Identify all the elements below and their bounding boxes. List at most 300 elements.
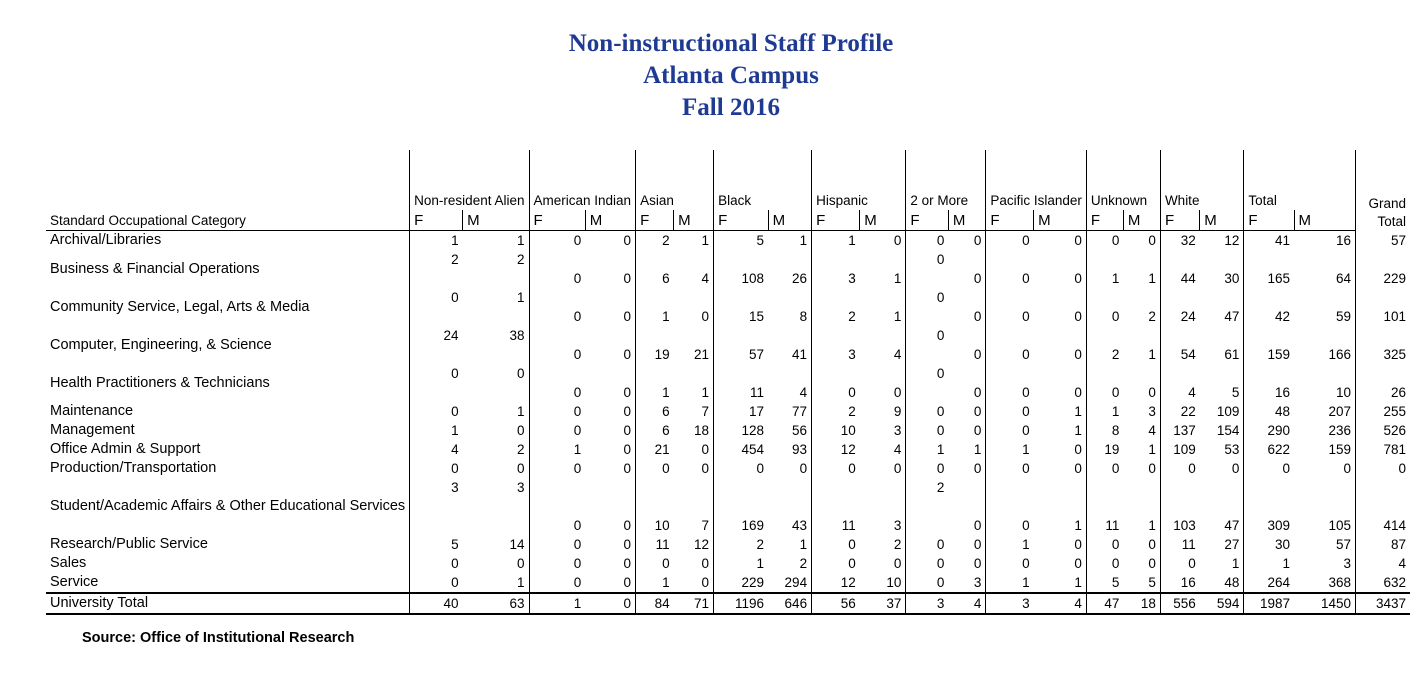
row-value: 0 <box>1160 554 1199 573</box>
row-value: 0 <box>1074 271 1082 286</box>
row-value: 5 <box>1148 575 1156 590</box>
row-value: 1 <box>701 385 710 400</box>
row-value: 622 <box>1244 440 1294 459</box>
row-value: 169 <box>714 478 769 535</box>
row-value: 1 <box>516 233 525 248</box>
row-value: 0 <box>1148 233 1156 248</box>
row-value: 2 <box>906 478 949 535</box>
row-category: Community Service, Legal, Arts & Media <box>50 298 310 315</box>
row-value: 77 <box>792 404 808 419</box>
row-value: 0 <box>1148 385 1156 400</box>
row-value: 7 <box>701 404 710 419</box>
header-f: F <box>1086 210 1123 231</box>
row-category: Research/Public Service <box>50 536 208 552</box>
row-value: 3 <box>893 423 902 438</box>
row-category: Maintenance <box>50 403 134 419</box>
row-value: 0 <box>623 309 632 324</box>
row-value: 6 <box>636 421 674 440</box>
row-value: 0 <box>906 250 949 288</box>
row-value: 0 <box>623 423 632 438</box>
header-group: Total <box>1244 150 1356 210</box>
row-value: 0 <box>701 442 710 457</box>
row-grand-total: 229 <box>1356 250 1410 288</box>
row-value: 93 <box>792 442 808 457</box>
row-value: 105 <box>1328 518 1352 533</box>
row-grand-total: 526 <box>1356 421 1410 440</box>
row-value: 0 <box>623 461 632 476</box>
row-value: 264 <box>1244 573 1294 593</box>
row-value: 0 <box>1086 288 1123 326</box>
row-value: 0 <box>1074 556 1082 571</box>
row-value: 10 <box>812 421 860 440</box>
row-value: 0 <box>410 573 463 593</box>
row-value: 0 <box>906 554 949 573</box>
row-value: 109 <box>1160 440 1199 459</box>
header-m: M <box>1123 210 1160 231</box>
table-row <box>46 421 1410 440</box>
row-value: 5 <box>1086 573 1123 593</box>
row-value: 2 <box>893 537 902 552</box>
row-value: 0 <box>1074 442 1082 457</box>
row-value: 0 <box>986 402 1034 421</box>
row-value: 0 <box>906 573 949 593</box>
row-value: 5 <box>410 535 463 554</box>
row-grand-total: 414 <box>1356 478 1410 535</box>
row-value: 0 <box>1086 535 1123 554</box>
row-value: 0 <box>529 421 585 440</box>
source-note: Source: Office of Institutional Research <box>82 630 355 646</box>
row-value: 0 <box>636 459 674 478</box>
row-value: 0 <box>701 575 710 590</box>
row-value: 47 <box>1224 518 1240 533</box>
row-value: 0 <box>623 556 632 571</box>
row-value: 0 <box>529 535 585 554</box>
row-value: 0 <box>973 309 982 324</box>
row-value: 14 <box>509 537 525 552</box>
table-row <box>46 288 1410 326</box>
table-row <box>46 459 1410 478</box>
row-grand-total: 101 <box>1356 288 1410 326</box>
row-value: 0 <box>529 459 585 478</box>
total-value: 40 <box>410 593 463 614</box>
row-value: 1 <box>1074 404 1082 419</box>
row-value: 0 <box>906 402 949 421</box>
row-value: 0 <box>986 478 1034 535</box>
total-value: 63 <box>463 593 529 614</box>
title-line-2: Atlanta Campus <box>643 62 819 89</box>
row-value: 54 <box>1160 326 1199 364</box>
total-value: 47 <box>1086 593 1123 614</box>
row-value: 1 <box>1148 518 1156 533</box>
row-value: 0 <box>986 364 1034 402</box>
row-value: 12 <box>694 537 710 552</box>
row-value: 0 <box>623 442 632 457</box>
row-value: 0 <box>516 366 525 381</box>
row-value: 0 <box>636 554 674 573</box>
row-value: 0 <box>1160 459 1199 478</box>
row-value: 3 <box>812 326 860 364</box>
table-body <box>46 231 1410 615</box>
row-value: 0 <box>1244 459 1294 478</box>
total-value: 56 <box>812 593 860 614</box>
row-value: 0 <box>529 326 585 364</box>
row-grand-total: 632 <box>1356 573 1410 593</box>
row-value: 11 <box>636 535 674 554</box>
row-value: 16 <box>1335 233 1352 248</box>
row-value: 1 <box>893 271 902 286</box>
row-value: 0 <box>1148 461 1156 476</box>
row-category: Sales <box>50 555 87 571</box>
row-value: 0 <box>529 288 585 326</box>
table-row <box>46 573 1410 593</box>
header-group: 2 or More <box>906 150 986 210</box>
row-value: 1 <box>799 537 808 552</box>
row-value: 109 <box>1216 404 1240 419</box>
row-value: 1 <box>410 231 463 251</box>
row-value: 1 <box>799 233 808 248</box>
row-category: Archival/Libraries <box>50 232 162 248</box>
row-value: 368 <box>1328 575 1352 590</box>
row-value: 103 <box>1160 478 1199 535</box>
total-value: 1450 <box>1294 593 1355 614</box>
row-value: 0 <box>714 459 769 478</box>
row-value: 0 <box>973 537 982 552</box>
row-value: 165 <box>1244 250 1294 288</box>
row-value: 1 <box>973 442 982 457</box>
row-value: 17 <box>714 402 769 421</box>
row-value: 11 <box>1086 478 1123 535</box>
total-value: 594 <box>1200 593 1244 614</box>
row-value: 47 <box>1224 309 1240 324</box>
header-group: White <box>1160 150 1243 210</box>
table-row <box>46 478 1410 535</box>
table-row <box>46 364 1410 402</box>
row-value: 1 <box>1086 402 1123 421</box>
row-value: 24 <box>410 326 463 364</box>
row-value: 0 <box>623 404 632 419</box>
header-group: Hispanic <box>812 150 906 210</box>
row-value: 0 <box>623 537 632 552</box>
row-value: 128 <box>714 421 769 440</box>
row-value: 2 <box>516 252 525 267</box>
row-value: 3 <box>1343 556 1352 571</box>
total-value: 4 <box>948 593 985 614</box>
row-value: 2 <box>812 288 860 326</box>
row-value: 0 <box>812 459 860 478</box>
row-value: 41 <box>792 347 808 362</box>
row-value: 56 <box>792 423 808 438</box>
row-value: 64 <box>1335 271 1352 286</box>
row-value: 0 <box>1086 364 1123 402</box>
total-value: 18 <box>1123 593 1160 614</box>
row-grand-total: 87 <box>1356 535 1410 554</box>
row-grand-total: 325 <box>1356 326 1410 364</box>
total-value: 37 <box>860 593 906 614</box>
row-value: 309 <box>1244 478 1294 535</box>
row-value: 0 <box>516 461 525 476</box>
row-value: 0 <box>986 288 1034 326</box>
total-value: 71 <box>674 593 714 614</box>
row-value: 0 <box>906 231 949 251</box>
table-row <box>46 402 1410 421</box>
row-value: 0 <box>410 288 463 326</box>
row-value: 4 <box>1160 364 1199 402</box>
row-value: 159 <box>1328 442 1352 457</box>
row-value: 0 <box>701 461 710 476</box>
header-f: F <box>529 210 585 231</box>
row-value: 1 <box>893 309 902 324</box>
row-value: 3 <box>893 518 902 533</box>
row-value: 0 <box>906 421 949 440</box>
row-value: 1 <box>812 231 860 251</box>
row-value: 4 <box>799 385 808 400</box>
total-value: 1 <box>529 593 585 614</box>
row-value: 0 <box>1074 347 1082 362</box>
header-group: American Indian <box>529 150 636 210</box>
row-value: 0 <box>906 459 949 478</box>
row-value: 0 <box>906 288 949 326</box>
row-value: 0 <box>973 271 982 286</box>
row-value: 0 <box>1086 231 1123 251</box>
row-value: 10 <box>1335 385 1352 400</box>
header-group-row <box>46 150 1410 210</box>
row-value: 10 <box>886 575 902 590</box>
row-value: 7 <box>701 518 710 533</box>
row-value: 41 <box>1244 231 1294 251</box>
row-value: 0 <box>623 233 632 248</box>
row-value: 0 <box>1074 537 1082 552</box>
row-value: 0 <box>893 233 902 248</box>
row-value: 108 <box>714 250 769 288</box>
row-value: 0 <box>529 364 585 402</box>
row-value: 4 <box>893 442 902 457</box>
row-value: 12 <box>812 573 860 593</box>
row-value: 30 <box>1224 271 1240 286</box>
row-value: 137 <box>1160 421 1199 440</box>
table-row <box>46 554 1410 573</box>
row-value: 0 <box>799 461 808 476</box>
row-value: 0 <box>893 385 902 400</box>
row-value: 0 <box>1086 459 1123 478</box>
row-grand-total: 4 <box>1356 554 1410 573</box>
row-value: 6 <box>636 402 674 421</box>
row-category: Production/Transportation <box>50 460 217 476</box>
row-value: 0 <box>973 404 982 419</box>
row-value: 24 <box>1160 288 1199 326</box>
row-value: 26 <box>792 271 808 286</box>
row-value: 166 <box>1328 347 1352 362</box>
header-m: M <box>860 210 906 231</box>
row-value: 0 <box>1148 556 1156 571</box>
row-value: 154 <box>1216 423 1240 438</box>
row-value: 0 <box>410 554 463 573</box>
header-f: F <box>410 210 463 231</box>
row-value: 11 <box>1160 535 1199 554</box>
row-value: 0 <box>516 556 525 571</box>
row-value: 3 <box>1148 404 1156 419</box>
row-value: 0 <box>893 461 902 476</box>
row-value: 0 <box>1148 537 1156 552</box>
row-value: 32 <box>1160 231 1199 251</box>
table-row <box>46 440 1410 459</box>
row-category: Business & Financial Operations <box>50 260 260 277</box>
row-value: 61 <box>1224 347 1240 362</box>
title-line-1: Non-instructional Staff Profile <box>568 30 894 57</box>
row-category: Computer, Engineering, & Science <box>50 336 272 353</box>
row-value: 0 <box>973 518 982 533</box>
row-value: 0 <box>973 347 982 362</box>
row-value: 9 <box>893 404 902 419</box>
row-value: 0 <box>623 347 632 362</box>
row-value: 19 <box>1086 440 1123 459</box>
row-value: 0 <box>410 459 463 478</box>
row-value: 2 <box>1148 309 1156 324</box>
total-value: 1987 <box>1244 593 1294 614</box>
row-value: 11 <box>714 364 769 402</box>
row-value: 4 <box>701 271 710 286</box>
row-value: 0 <box>623 271 632 286</box>
row-value: 1 <box>410 421 463 440</box>
row-value: 1 <box>1074 575 1082 590</box>
header-group: Unknown <box>1086 150 1160 210</box>
row-category: Student/Academic Affairs & Other Educational Services <box>50 498 406 514</box>
total-value: 84 <box>636 593 674 614</box>
row-grand-total: 26 <box>1356 364 1410 402</box>
header-f: F <box>714 210 769 231</box>
row-value: 0 <box>623 575 632 590</box>
row-value: 0 <box>906 364 949 402</box>
row-value: 0 <box>973 556 982 571</box>
row-value: 1 <box>516 404 525 419</box>
row-value: 1 <box>1148 442 1156 457</box>
header-m: M <box>1200 210 1244 231</box>
row-value: 12 <box>1224 233 1240 248</box>
row-value: 1 <box>986 573 1034 593</box>
table-row <box>46 250 1410 288</box>
total-value: 4 <box>1034 593 1087 614</box>
row-value: 207 <box>1328 404 1352 419</box>
row-value: 0 <box>529 402 585 421</box>
row-value: 1 <box>701 233 710 248</box>
row-value: 0 <box>623 518 632 533</box>
header-grand-total: Grand Total <box>1356 150 1410 231</box>
row-value: 1 <box>529 440 585 459</box>
total-value: 0 <box>585 593 635 614</box>
row-value: 3 <box>812 250 860 288</box>
row-value: 2 <box>636 231 674 251</box>
row-value: 1 <box>986 535 1034 554</box>
row-grand-total: 255 <box>1356 402 1410 421</box>
university-total-row <box>46 593 1410 614</box>
row-value: 0 <box>893 556 902 571</box>
row-value: 1 <box>986 440 1034 459</box>
row-value: 0 <box>529 573 585 593</box>
row-category: Office Admin & Support <box>50 441 201 457</box>
row-value: 0 <box>1074 233 1082 248</box>
row-value: 1 <box>516 575 525 590</box>
row-value: 12 <box>812 440 860 459</box>
header-m: M <box>463 210 529 231</box>
header-m: M <box>585 210 635 231</box>
header-group: Pacific Islander <box>986 150 1087 210</box>
header-f: F <box>986 210 1034 231</box>
row-value: 38 <box>509 328 525 343</box>
staff-profile-table <box>46 150 1410 615</box>
row-value: 1 <box>714 554 769 573</box>
row-value: 57 <box>714 326 769 364</box>
row-value: 1 <box>1148 271 1156 286</box>
row-value: 11 <box>812 478 860 535</box>
row-grand-total: 781 <box>1356 440 1410 459</box>
row-value: 0 <box>986 554 1034 573</box>
row-value: 2 <box>1086 326 1123 364</box>
row-value: 0 <box>812 554 860 573</box>
row-value: 0 <box>516 423 525 438</box>
row-value: 0 <box>1086 554 1123 573</box>
row-value: 30 <box>1244 535 1294 554</box>
row-value: 1 <box>1148 347 1156 362</box>
total-value: 646 <box>768 593 812 614</box>
row-value: 8 <box>1086 421 1123 440</box>
row-value: 21 <box>694 347 710 362</box>
table-row <box>46 231 1410 251</box>
row-value: 0 <box>410 364 463 402</box>
row-value: 15 <box>714 288 769 326</box>
row-value: 0 <box>1074 461 1082 476</box>
row-value: 44 <box>1160 250 1199 288</box>
row-value: 290 <box>1244 421 1294 440</box>
row-category: Health Practitioners & Technicians <box>50 374 270 391</box>
total-grand-total: 3437 <box>1356 593 1410 614</box>
row-value: 0 <box>973 233 982 248</box>
row-value: 3 <box>410 478 463 535</box>
row-value: 0 <box>973 461 982 476</box>
row-value: 48 <box>1224 575 1240 590</box>
row-value: 16 <box>1160 573 1199 593</box>
header-group: Non-resident Alien <box>410 150 529 210</box>
row-value: 4 <box>410 440 463 459</box>
total-value: 1196 <box>714 593 769 614</box>
row-value: 0 <box>1231 461 1240 476</box>
header-f: F <box>812 210 860 231</box>
row-value: 10 <box>636 478 674 535</box>
header-group: Asian <box>636 150 714 210</box>
row-value: 48 <box>1244 402 1294 421</box>
row-value: 53 <box>1224 442 1240 457</box>
row-value: 236 <box>1328 423 1352 438</box>
total-value: 556 <box>1160 593 1199 614</box>
row-grand-total: 57 <box>1356 231 1410 251</box>
row-value: 0 <box>701 556 710 571</box>
row-value: 2 <box>812 402 860 421</box>
row-value: 6 <box>636 250 674 288</box>
header-m: M <box>1034 210 1087 231</box>
row-value: 0 <box>906 535 949 554</box>
header-m: M <box>768 210 812 231</box>
row-value: 1 <box>906 440 949 459</box>
row-value: 2 <box>516 442 525 457</box>
row-value: 0 <box>986 326 1034 364</box>
row-value: 0 <box>623 385 632 400</box>
header-f: F <box>1160 210 1199 231</box>
row-value: 0 <box>906 326 949 364</box>
total-value: 3 <box>986 593 1034 614</box>
row-value: 21 <box>636 440 674 459</box>
row-value: 1 <box>636 364 674 402</box>
row-value: 294 <box>784 575 808 590</box>
row-value: 0 <box>986 250 1034 288</box>
row-value: 0 <box>986 459 1034 478</box>
